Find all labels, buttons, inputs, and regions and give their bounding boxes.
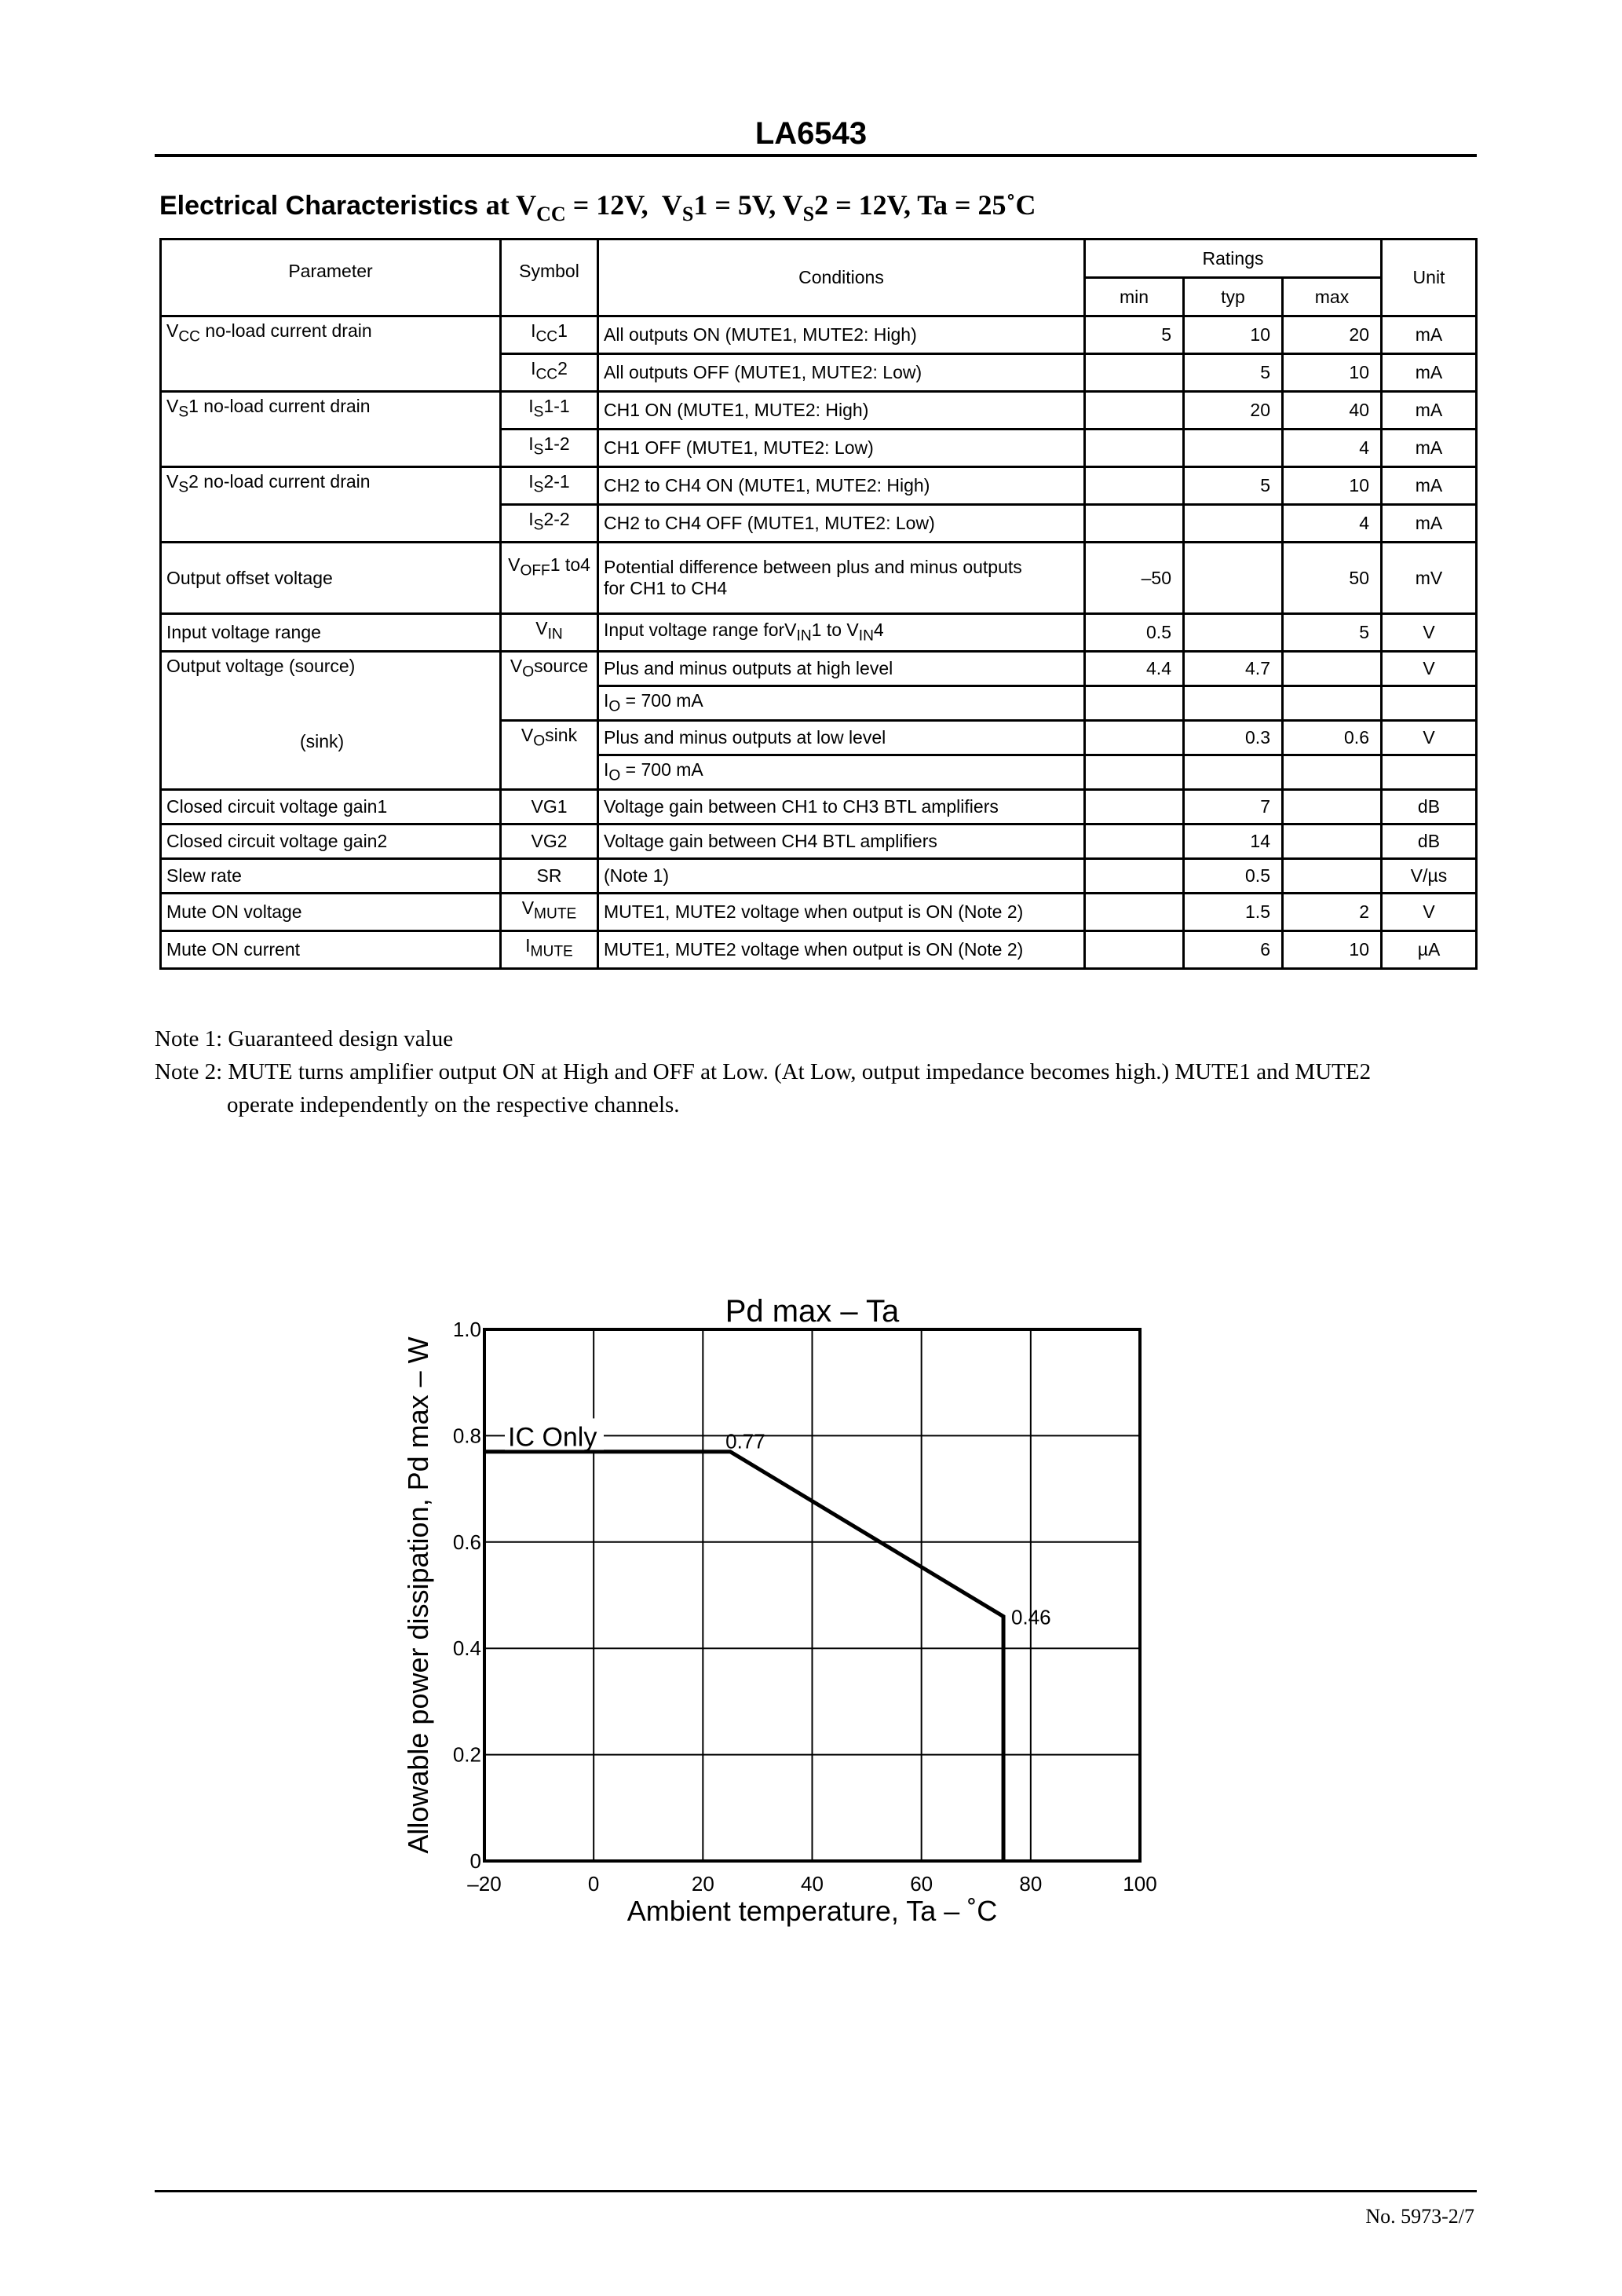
note-2-continued: operate independently on the respective channels.	[227, 1092, 680, 1117]
x-tick-label: 20	[691, 1872, 714, 1896]
conditions-line: for CH1 to CH4	[604, 578, 728, 598]
x-axis-label: Ambient temperature, Ta – ˚C	[627, 1895, 998, 1927]
y-tick-label: 0.4	[452, 1636, 481, 1661]
conditions-cell: CH1 OFF (MUTE1, MUTE2: Low)	[598, 430, 1085, 467]
symbol-cell: $I_S1-1$	[501, 392, 598, 430]
max-cell: 10	[1283, 931, 1382, 969]
max-cell: 2	[1283, 894, 1382, 931]
conditions-cell: CH1 ON (MUTE1, MUTE2: High)	[598, 392, 1085, 430]
symbol-cell: $I_S2-1$	[501, 467, 598, 505]
param-cell: Closed circuit voltage gain2	[161, 824, 501, 859]
unit-cell: mA	[1382, 392, 1477, 430]
note-1: Note 1: Guaranteed design value	[155, 1026, 454, 1051]
conditions-line: Potential difference between plus and minus outputs	[604, 557, 1022, 577]
conditions-cell: CH2 to CH4 ON (MUTE1, MUTE2: High)	[598, 467, 1085, 505]
symbol-cell: $V_{MUTE}$	[501, 894, 598, 931]
unit-cell: mA	[1382, 467, 1477, 505]
conditions-cell: Input voltage range forV$_{IN}$1 to $V_{IN}4$	[598, 614, 1085, 652]
param-cell: Slew rate	[161, 859, 501, 894]
header-max: max	[1283, 278, 1382, 316]
max-cell: 5	[1283, 614, 1382, 652]
symbol-cell: $I_{MUTE}$	[501, 931, 598, 969]
max-cell: 0.6	[1283, 721, 1382, 755]
max-cell: 20	[1283, 316, 1382, 354]
symbol-cell: $I_S1-2$	[501, 430, 598, 467]
x-tick-label: 40	[801, 1872, 824, 1896]
header-typ: typ	[1184, 278, 1283, 316]
unit-cell: V	[1382, 894, 1477, 931]
x-tick-label: 100	[1123, 1872, 1157, 1896]
x-tick-label: 0	[587, 1872, 600, 1896]
conditions-cell: $I_O = 700$ mA	[598, 755, 1085, 790]
typ-cell: 10	[1184, 316, 1283, 354]
symbol-cell: SR	[501, 859, 598, 894]
unit-cell: mA	[1382, 430, 1477, 467]
typ-cell: 0.5	[1184, 859, 1283, 894]
symbol-cell: VG1	[501, 790, 598, 824]
param-cell: Mute ON voltage	[161, 894, 501, 931]
symbol-cell: $I_{CC}2$	[501, 354, 598, 392]
param-cell: Closed circuit voltage gain1	[161, 790, 501, 824]
conditions-cell: MUTE1, MUTE2 voltage when output is ON (Note 2)	[598, 931, 1085, 969]
conditions-cell: $I_O = 700$ mA	[598, 686, 1085, 721]
typ-cell: 6	[1184, 931, 1283, 969]
header-parameter: Parameter	[161, 239, 501, 316]
unit-cell: mV	[1382, 543, 1477, 614]
symbol-cell: $V_Osource$	[501, 652, 598, 721]
series-label: IC Only	[508, 1422, 597, 1453]
unit-cell: V	[1382, 721, 1477, 755]
conditions-cell: All outputs OFF (MUTE1, MUTE2: Low)	[598, 354, 1085, 392]
conditions-cell: Plus and minus outputs at low level	[598, 721, 1085, 755]
y-tick-label: 0.8	[452, 1424, 481, 1448]
conditions-cell: Plus and minus outputs at high level	[598, 652, 1085, 686]
y-axis-label: Allowable power dissipation, Pd max – W	[402, 1336, 434, 1854]
max-cell: 4	[1283, 505, 1382, 543]
y-tick-label: 1.0	[452, 1318, 481, 1341]
unit-cell: mA	[1382, 354, 1477, 392]
param-cell: Input voltage range	[161, 614, 501, 652]
note-2: Note 2: MUTE turns amplifier output ON at High and OFF at Low. (At Low, output impedance becomes high.) MUTE1 and MUTE2	[155, 1059, 1372, 1084]
header-symbol: Symbol	[501, 239, 598, 316]
max-cell: 40	[1283, 392, 1382, 430]
data-annotation: 0.77	[725, 1429, 765, 1453]
typ-cell: 0.3	[1184, 721, 1283, 755]
conditions-cell: Voltage gain between CH4 BTL amplifiers	[598, 824, 1085, 859]
param-cell: $V_S1$ no-load current drain	[161, 392, 501, 467]
y-tick-label: 0.6	[452, 1530, 481, 1554]
page-number: No. 5973-2/7	[1365, 2205, 1474, 2228]
max-cell: 4	[1283, 430, 1382, 467]
header-ratings: Ratings	[1085, 239, 1382, 278]
param-cell: $V_{CC}$ no-load current drain	[161, 316, 501, 392]
x-tick-label: 80	[1019, 1872, 1043, 1896]
y-tick-label: 0	[469, 1849, 481, 1873]
data-annotation: 0.46	[1011, 1605, 1051, 1629]
param-cell: $V_S2$ no-load current drain	[161, 467, 501, 543]
x-tick-label: –20	[467, 1872, 502, 1896]
param-cell: Output offset voltage	[161, 543, 501, 614]
symbol-cell: $I_S2-2$	[501, 505, 598, 543]
unit-cell: µA	[1382, 931, 1477, 969]
section-conditions: at $V_{CC} = 12V$, $V_S1 = 5V$, $V_S2 = 12V$, Ta = 25˚C	[485, 189, 1036, 226]
section-title-text: Electrical Characteristics	[159, 191, 479, 221]
param-cell: Mute ON current	[161, 931, 501, 969]
conditions-cell: MUTE1, MUTE2 voltage when output is ON (Note 2)	[598, 894, 1085, 931]
min-cell: 4.4	[1085, 652, 1184, 686]
typ-cell: 7	[1184, 790, 1283, 824]
document-title: LA6543	[754, 116, 868, 151]
typ-cell: 4.7	[1184, 652, 1283, 686]
typ-cell: 20	[1184, 392, 1283, 430]
min-cell: 0.5	[1085, 614, 1184, 652]
unit-cell: dB	[1382, 824, 1477, 859]
typ-cell: 5	[1184, 354, 1283, 392]
max-cell: 10	[1283, 354, 1382, 392]
header-unit: Unit	[1382, 239, 1477, 316]
conditions-cell: All outputs ON (MUTE1, MUTE2: High)	[598, 316, 1085, 354]
chart-title: Pd max – Ta	[725, 1294, 900, 1329]
header-min: min	[1085, 278, 1184, 316]
footer-rule	[155, 2190, 1477, 2192]
symbol-cell: $V_O\sin k$	[501, 721, 598, 790]
symbol-cell: $I_{CC}1$	[501, 316, 598, 354]
typ-cell: 14	[1184, 824, 1283, 859]
series-line	[484, 1452, 1003, 1861]
conditions-cell: Voltage gain between CH1 to CH3 BTL amplifiers	[598, 790, 1085, 824]
header-conditions: Conditions	[598, 239, 1085, 316]
param-sink-label: (sink)	[300, 731, 345, 751]
typ-cell: 5	[1184, 467, 1283, 505]
unit-cell: V/µs	[1382, 859, 1477, 894]
param-source-label: Output voltage (source)	[166, 656, 356, 676]
y-tick-label: 0.2	[452, 1742, 481, 1767]
unit-cell: V	[1382, 614, 1477, 652]
min-cell: 5	[1085, 316, 1184, 354]
max-cell: 10	[1283, 467, 1382, 505]
x-tick-label: 60	[910, 1872, 933, 1896]
symbol-cell: $V_{OFF}1$ to4	[501, 543, 598, 614]
symbol-cell: $V_{IN}$	[501, 614, 598, 652]
symbol-cell: VG2	[501, 824, 598, 859]
conditions-cell: CH2 to CH4 OFF (MUTE1, MUTE2: Low)	[598, 505, 1085, 543]
unit-cell: V	[1382, 652, 1477, 686]
max-cell: 50	[1283, 543, 1382, 614]
unit-cell: mA	[1382, 505, 1477, 543]
unit-cell: mA	[1382, 316, 1477, 354]
unit-cell: dB	[1382, 790, 1477, 824]
min-cell: –50	[1085, 543, 1184, 614]
conditions-cell: (Note 1)	[598, 859, 1085, 894]
typ-cell: 1.5	[1184, 894, 1283, 931]
